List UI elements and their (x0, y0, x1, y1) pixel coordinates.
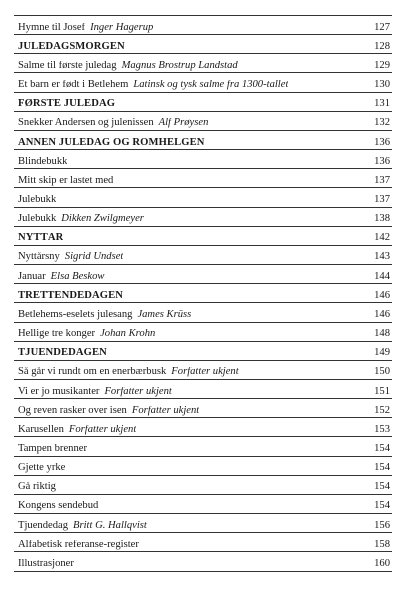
entry-title: Salme til første juledag (18, 60, 117, 71)
toc-entry (14, 399, 392, 418)
page-number: 137 (374, 193, 390, 205)
page-number: 138 (374, 213, 390, 225)
entry-author: Forfatter ukjent (171, 367, 239, 378)
toc-entry-text (18, 118, 208, 129)
toc-entry-text (18, 138, 205, 149)
toc-entry (14, 188, 392, 207)
toc-entry (14, 514, 392, 533)
entry-author: Magnus Brostrup Landstad (121, 60, 238, 71)
toc-entry-text (18, 176, 113, 187)
toc-entry (14, 418, 392, 437)
page-number: 146 (374, 308, 390, 320)
page-number: 130 (374, 79, 390, 91)
toc-entry (14, 169, 392, 188)
entry-title: Julebukk (18, 214, 57, 225)
toc-section-heading (14, 35, 392, 54)
toc-entry-text (18, 310, 191, 321)
section-title: TRETTENDEDAGEN (18, 290, 124, 301)
toc-entry (14, 208, 392, 227)
section-title: NYTTÅR (18, 233, 64, 244)
toc-entry-text (18, 348, 107, 359)
entry-title: Snekker Andersen og julenissen (18, 118, 154, 129)
page-number: 154 (374, 500, 390, 512)
toc-entry-text (18, 99, 115, 110)
entry-author: James Krüss (137, 309, 192, 320)
page-number: 149 (374, 347, 390, 359)
entry-title: Julebukk (18, 194, 57, 205)
toc-section-heading (14, 93, 392, 112)
page-number: 128 (374, 40, 390, 52)
toc-entry-text (18, 23, 153, 34)
entry-title: Karusellen (18, 424, 64, 435)
page-number: 142 (374, 232, 390, 244)
page-number: 154 (374, 443, 390, 454)
toc-entry-text (18, 157, 67, 168)
section-title: FØRSTE JULEDAG (18, 99, 116, 110)
toc-entry-text (18, 214, 144, 225)
toc-entry (14, 16, 392, 35)
page-number: 151 (374, 385, 390, 397)
toc-entry (14, 380, 392, 399)
entry-title: Gå riktig (18, 482, 56, 493)
toc-entry (14, 150, 392, 169)
toc-entry-text (18, 252, 123, 263)
toc-entry-text (18, 195, 56, 206)
toc-entry-text (18, 42, 125, 53)
toc-section-heading (14, 131, 392, 150)
entry-author: Johan Krohn (100, 329, 156, 340)
toc-entry (14, 361, 392, 380)
page-number: 154 (374, 481, 390, 493)
entry-author: Forfatter ukjent (68, 424, 137, 435)
entry-title: Mitt skip er lastet med (18, 175, 114, 186)
toc-entry-text (18, 559, 74, 570)
toc-entry-text (18, 425, 136, 436)
toc-entry (14, 303, 392, 322)
page-number: 146 (374, 289, 390, 301)
toc-entry-text (18, 272, 105, 283)
entry-title: Betlehems-eselets julesang (18, 309, 133, 320)
toc-entry (14, 533, 392, 552)
toc-entry-text (18, 521, 147, 532)
page-number: 153 (374, 423, 390, 435)
entry-author: Forfatter ukjent (104, 386, 172, 397)
toc-entry-text (18, 80, 288, 91)
entry-title: Vi er jo musikanter (18, 386, 100, 397)
toc-entry-text (18, 387, 172, 398)
section-title: JULEDAGSMORGEN (18, 41, 125, 52)
entry-author: Sigrid Undset (64, 252, 124, 263)
entry-title: Nyttårsny (18, 252, 60, 263)
toc-section-heading (14, 342, 392, 361)
entry-title: Og reven rasker over isen (18, 405, 127, 416)
entry-title: Alfabetisk referanse-register (18, 539, 139, 550)
toc-entry-text (18, 329, 155, 340)
entry-author: Latinsk og tysk salme fra 1300-tallet (133, 80, 289, 91)
page-number: 136 (374, 155, 390, 167)
toc-entry (14, 457, 392, 476)
toc-entry (14, 495, 392, 514)
page-number: 127 (374, 21, 390, 33)
entry-author: Alf Prøysen (158, 118, 209, 129)
toc-entry (14, 54, 392, 73)
toc-entry-text (18, 501, 98, 512)
entry-title: Tjuendedag (18, 520, 69, 531)
entry-title: Hellige tre konger (18, 329, 96, 340)
entry-author: Elsa Beskow (50, 271, 105, 282)
toc-entry-text (18, 291, 123, 302)
page-number: 144 (374, 270, 390, 282)
entry-title: Illustrasjoner (18, 558, 74, 569)
toc-entry (14, 476, 392, 495)
toc-section-heading (14, 227, 392, 246)
entry-title: Gjette yrke (18, 463, 66, 474)
toc-section-heading (14, 284, 392, 303)
toc-entry-text (18, 406, 199, 417)
page-number: 150 (374, 366, 390, 378)
page-number: 154 (374, 462, 390, 474)
entry-title: Kongens sendebud (18, 501, 99, 512)
entry-title: Blindebukk (18, 156, 68, 167)
section-title: ANNEN JULEDAG OG ROMHELGEN (18, 137, 205, 148)
toc-entry (14, 246, 392, 265)
entry-title: Et barn er født i Betlehem (18, 80, 129, 91)
page-number: 158 (374, 538, 390, 550)
toc-entry-text (18, 233, 63, 244)
entry-author: Inger Hagerup (90, 22, 154, 33)
entry-title: Januar (18, 271, 46, 282)
entry-title: Tampen brenner (18, 444, 87, 454)
toc-entry (14, 73, 392, 92)
toc-entry-text (18, 367, 239, 378)
section-title: TJUENDEDAGEN (18, 348, 107, 359)
toc-entry (14, 437, 392, 456)
page-number: 156 (374, 519, 390, 531)
toc-entry-text (18, 444, 87, 455)
entry-author: Forfatter ukjent (131, 405, 200, 416)
entry-title: Hymne til Josef (18, 22, 86, 33)
page-number: 131 (374, 98, 390, 110)
toc-entry-text (18, 463, 65, 474)
page-number: 136 (374, 136, 390, 148)
toc-entry-text (18, 61, 238, 72)
entry-author: Dikken Zwilgmeyer (61, 214, 144, 225)
page-number: 152 (374, 404, 390, 416)
toc-entry (14, 323, 392, 342)
toc-entry-text (18, 482, 56, 493)
page-number: 160 (374, 557, 390, 569)
page-number: 137 (374, 174, 390, 186)
page-number: 129 (374, 59, 390, 71)
toc-entry (14, 112, 392, 131)
table-of-contents (14, 15, 392, 572)
page-number: 132 (374, 117, 390, 129)
entry-title: Så går vi rundt om en enerbærbusk (18, 367, 167, 378)
toc-entry (14, 265, 392, 284)
entry-author: Britt G. Hallqvist (73, 520, 147, 531)
page-number: 143 (374, 251, 390, 263)
toc-entry (14, 552, 392, 571)
toc-entry-text (18, 540, 139, 551)
page-number: 148 (374, 328, 390, 340)
